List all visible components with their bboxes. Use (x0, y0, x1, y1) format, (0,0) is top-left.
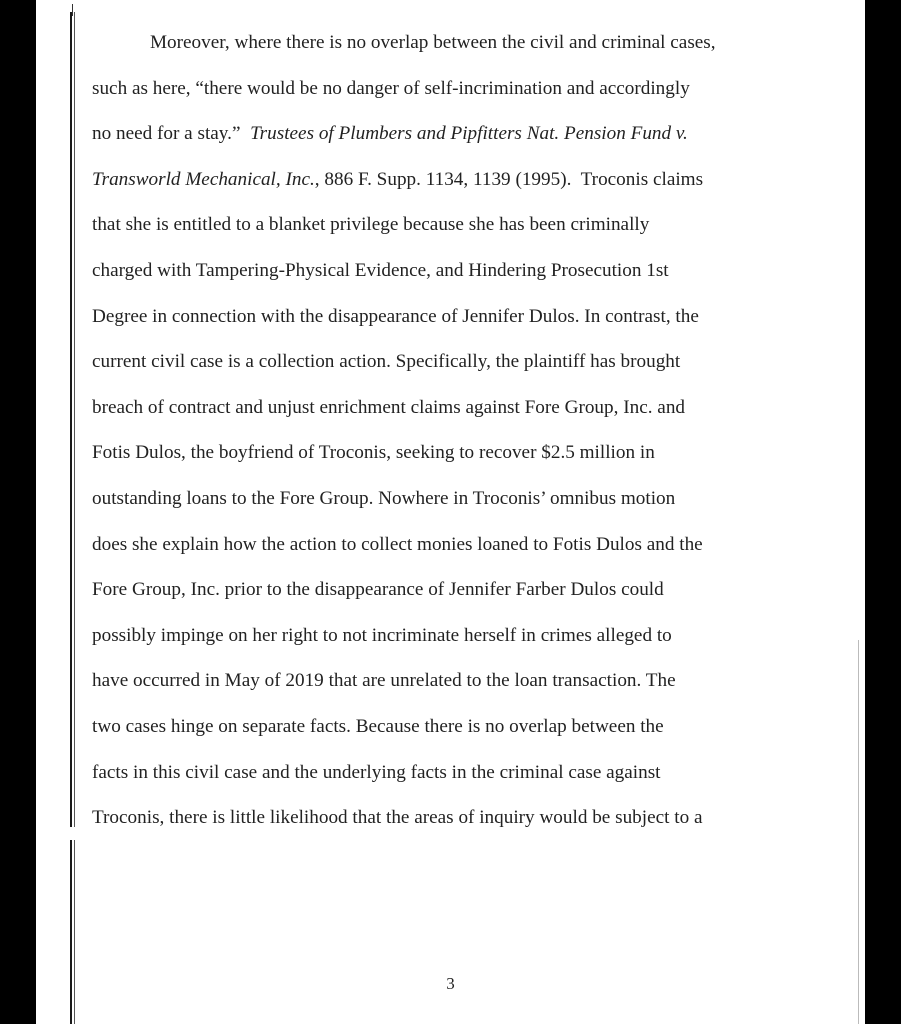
text-line: Moreover, where there is no overlap between the civil and criminal cases, (150, 32, 716, 53)
text-line: have occurred in May of 2019 that are unrelated to the loan transaction. The (92, 670, 676, 692)
text-line: charged with Tampering-Physical Evidence, and Hindering Prosecution 1st (92, 259, 669, 281)
case-citation: Transworld Mechanical, Inc. (92, 168, 315, 190)
text-line: does she explain how the action to collect monies loaned to Fotis Dulos and the (92, 533, 703, 555)
text-line (92, 157, 854, 203)
text-line: that she is entitled to a blanket privilege because she has been criminally (92, 214, 650, 236)
left-margin-rule-lower (70, 840, 72, 1024)
text-line: two cases hinge on separate facts. Because there is no overlap between the (92, 715, 664, 737)
page-number: 3 (446, 974, 455, 993)
text-line: Fotis Dulos, the boyfriend of Troconis, seeking to recover $2.5 million in (92, 442, 655, 464)
text-line: Troconis, there is little likelihood that the areas of inquiry would be subject to a (92, 807, 703, 829)
text-line: Fore Group, Inc. prior to the disappearance of Jennifer Farber Dulos could (92, 579, 664, 601)
body-paragraph (92, 20, 854, 841)
text-line (92, 111, 854, 157)
text-line: outstanding loans to the Fore Group. Nowhere in Troconis’ omnibus motion (92, 487, 676, 509)
document-page (36, 0, 865, 1024)
text-run: no need for a stay.” (92, 123, 251, 145)
right-page-edge (858, 640, 859, 1024)
text-line: such as here, “there would be no danger of self-incrimination and accordingly (92, 77, 690, 99)
text-line: current civil case is a collection action. Specifically, the plaintiff has brought (92, 351, 681, 373)
text-line: facts in this civil case and the underlying facts in the criminal case against (92, 761, 661, 783)
margin-tick (72, 4, 73, 16)
text-line: possibly impinge on her right to not incriminate herself in crimes alleged to (92, 624, 672, 646)
text-line: Degree in connection with the disappearance of Jennifer Dulos. In contrast, the (92, 305, 699, 327)
text-run: , 886 F. Supp. 1134, 1139 (1995). Troconis claims (314, 168, 704, 190)
left-margin-rule (70, 12, 72, 827)
left-margin-rule-inner (74, 12, 75, 827)
left-margin-rule-lower-inner (74, 840, 75, 1024)
case-citation: Trustees of Plumbers and Pipfitters Nat. Pension Fund v. (250, 123, 688, 145)
text-line: breach of contract and unjust enrichment claims against Fore Group, Inc. and (92, 396, 686, 418)
